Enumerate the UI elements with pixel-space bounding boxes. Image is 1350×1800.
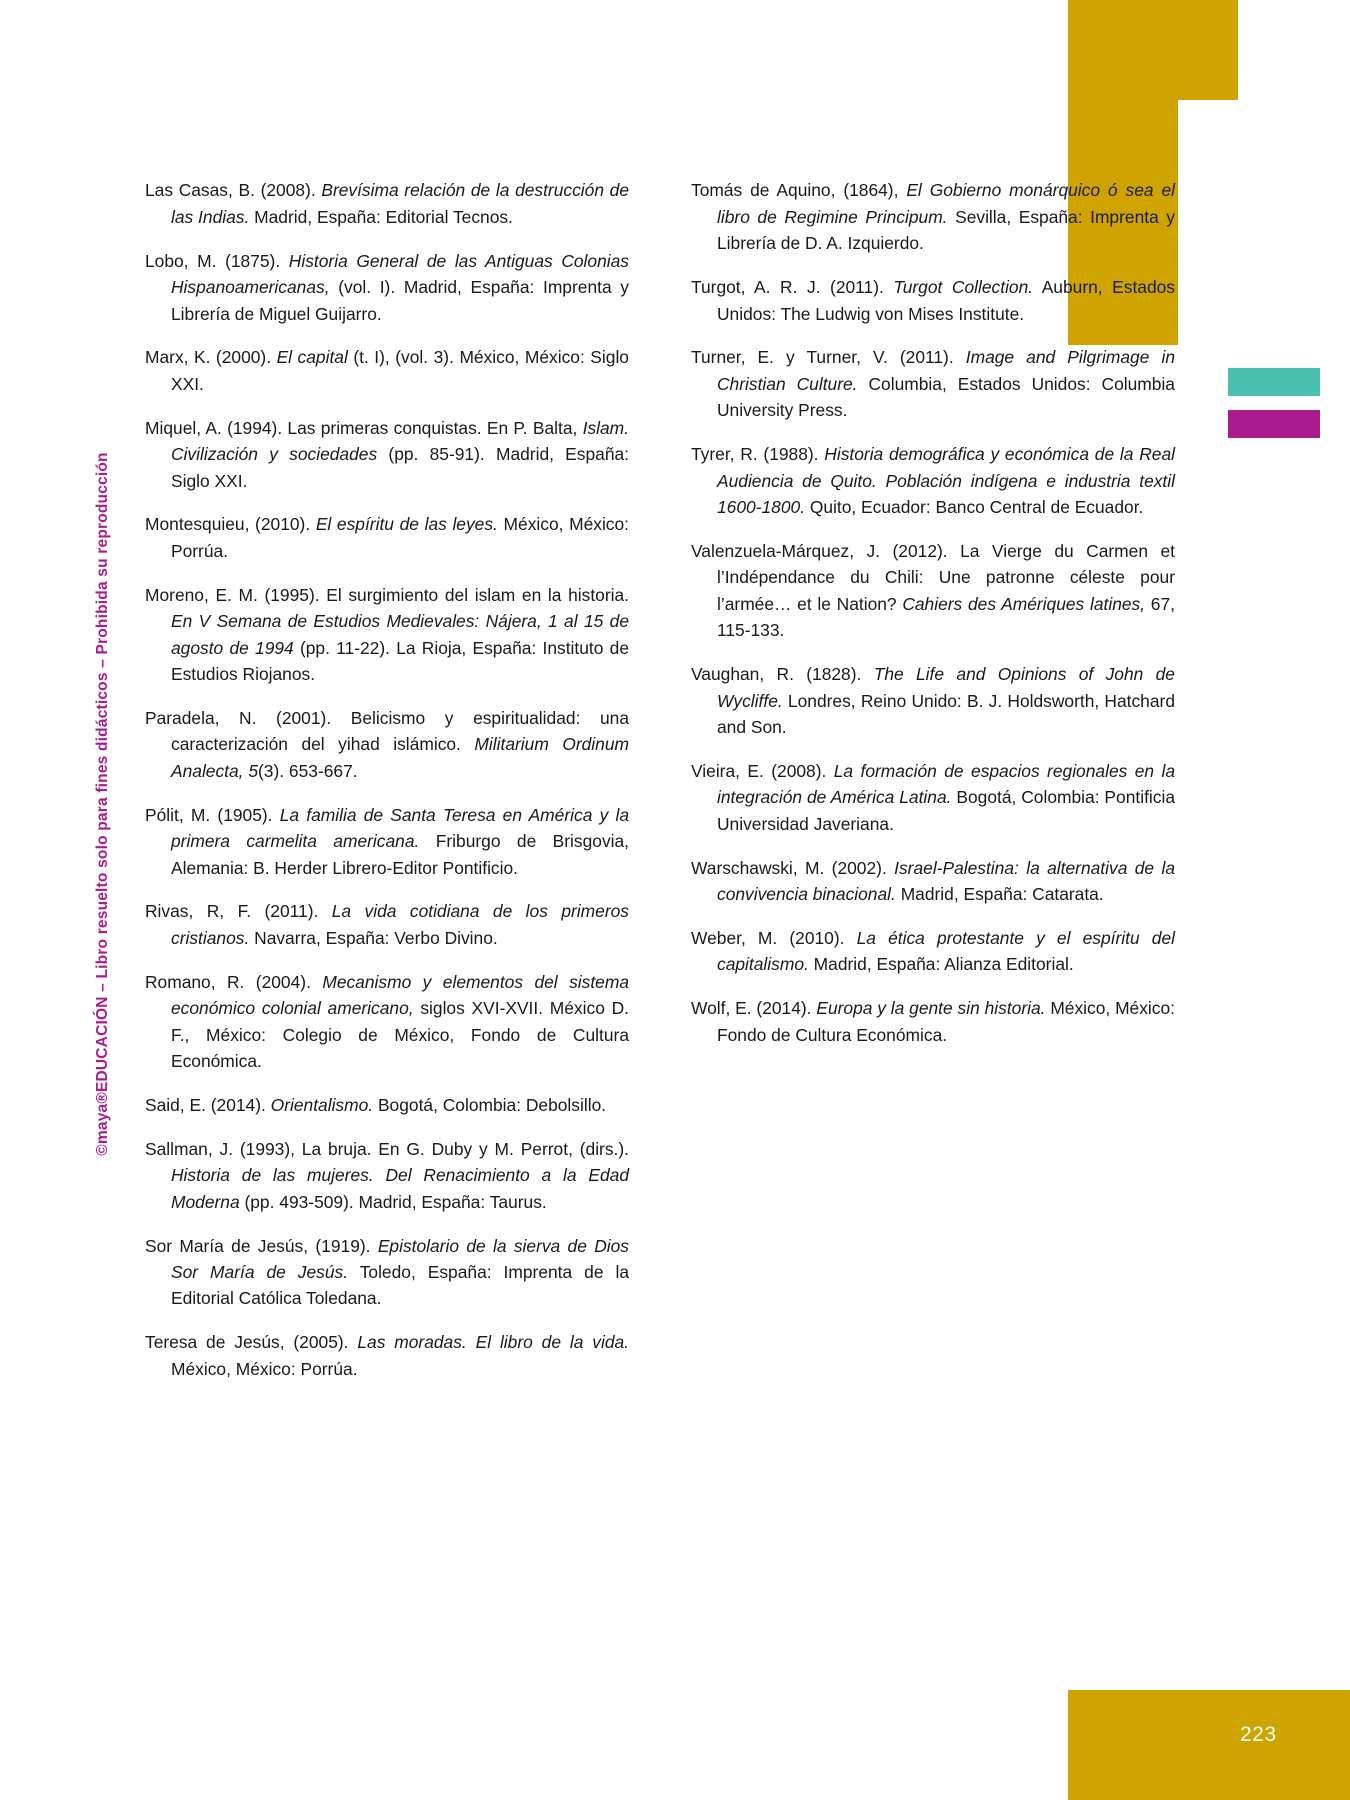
reference-entry: Pólit, M. (1905). La familia de Santa Teresa en América y la primera carmelita americana. Friburgo de Brisgovia, Alemania: B. Herder Librero-Editor Pontificio. — [145, 804, 630, 878]
reference-entry: Vaughan, R. (1828). The Life and Opinions of John de Wycliffe. Londres, Reino Unido: B. J. Holdsworth, Hatchard and Son. — [691, 664, 1175, 738]
side-credit-text: ©maya®EDUCACIÓN – Libro resuelto solo para fines didácticos – Prohibida su reproducción — [94, 452, 111, 1156]
reference-entry: Miquel, A. (1994). Las primeras conquistas. En P. Balta, Islam. Civilización y sociedades (pp. 85-91). Madrid, España: Siglo XXI. — [145, 417, 629, 491]
decoration-white-notch — [1178, 100, 1240, 350]
reference-entry: Moreno, E. M. (1995). El surgimiento del islam en la historia. En V Semana de Estudios Medievales: Nájera, 1 al 15 de agosto de 1994 (pp. 11-22). La Rioja, España: Instituto de Estudios Riojanos. — [145, 584, 629, 685]
reference-entry: Turner, E. y Turner, V. (2011). Image and Pilgrimage in Christian Culture. Columbia, Estados Unidos: Columbia University Press. — [691, 347, 1175, 421]
references-body — [145, 160, 1175, 1399]
reference-entry: Wolf, E. (2014). Europa y la gente sin historia. México, México: Fondo de Cultura Económica. — [691, 998, 1175, 1045]
reference-entry: Sallman, J. (1993), La bruja. En G. Duby y M. Perrot, (dirs.). Historia de las mujeres. Del Renacimiento a la Edad Moderna (pp. 493-509). Madrid, España: Taurus. — [145, 1138, 629, 1212]
reference-entry: Turgot, A. R. J. (2011). Turgot Collection. Auburn, Estados Unidos: The Ludwig von Mises Institute. — [691, 277, 1175, 324]
reference-entry: Tomás de Aquino, (1864), El Gobierno monárquico ó sea el libro de Regimine Principum. Sevilla, España: Imprenta y Librería de D. A. Izquierdo. — [691, 180, 1176, 254]
decoration-magenta-bar — [1228, 410, 1320, 438]
reference-entry: Weber, M. (2010). La ética protestante y el espíritu del capitalismo. Madrid, España: Alianza Editorial. — [691, 927, 1175, 975]
references-right-column — [691, 160, 1175, 1399]
page-number: 223 — [1240, 1723, 1277, 1746]
reference-entry: Tyrer, R. (1988). Historia demográfica y económica de la Real Audiencia de Quito. Población indígena e industria textil 1600-1800. Quito, Ecuador: Banco Central de Ecuador. — [691, 444, 1175, 518]
reference-entry: Lobo, M. (1875). Historia General de las Antiguas Colonias Hispanoamericanas, (vol. I). Madrid, España: Imprenta y Librería de Miguel Guijarro. — [145, 250, 629, 324]
reference-entry: Sor María de Jesús, (1919). Epistolario de la sierva de Dios Sor María de Jesús. Toledo, España: Imprenta de la Editorial Católica Toledana. — [145, 1235, 629, 1309]
decoration-teal-bar — [1228, 368, 1320, 396]
reference-entry: Marx, K. (2000). El capital (t. I), (vol. 3). México, México: Siglo XXI. — [145, 347, 629, 394]
reference-entry: Paradela, N. (2001). Belicismo y espiritualidad: una caracterización del yihad islámico. Militarium Ordinum Analecta, 5(3). 653-667. — [145, 707, 629, 781]
decoration-gold-bottom — [1068, 1690, 1350, 1800]
reference-entry: Romano, R. (2004). Mecanismo y elementos del sistema económico colonial americano, siglos XVI-XVII. México D. F., México: Colegio de México, Fondo de Cultura Económica. — [145, 971, 630, 1072]
reference-entry: Warschawski, M. (2002). Israel-Palestina: la alternativa de la convivencia binacional. Madrid, España: Catarata. — [691, 857, 1175, 905]
reference-entry: Said, E. (2014). Orientalismo. Bogotá, Colombia: Debolsillo. — [145, 1094, 607, 1115]
reference-entry: Valenzuela-Márquez, J. (2012). La Vierge du Carmen et l’Indépendance du Chili: Une patronne céleste pour l’armée… et le Nation? Cahiers des Amériques latines, 67, 115-133. — [691, 540, 1175, 641]
reference-entry: Teresa de Jesús, (2005). Las moradas. El libro de la vida. México, México: Porrúa. — [145, 1332, 629, 1379]
reference-entry: Vieira, E. (2008). La formación de espacios regionales en la integración de América Latina. Bogotá, Colombia: Pontificia Universidad Javeriana. — [691, 760, 1176, 834]
references-left-column — [145, 160, 629, 1399]
reference-entry: Montesquieu, (2010). El espíritu de las leyes. México, México: Porrúa. — [145, 514, 630, 561]
reference-entry: Rivas, R, F. (2011). La vida cotidiana de los primeros cristianos. Navarra, España: Verbo Divino. — [145, 901, 629, 948]
reference-entry: Las Casas, B. (2008). Brevísima relación de la destrucción de las Indias. Madrid, España: Editorial Tecnos. — [145, 180, 629, 227]
